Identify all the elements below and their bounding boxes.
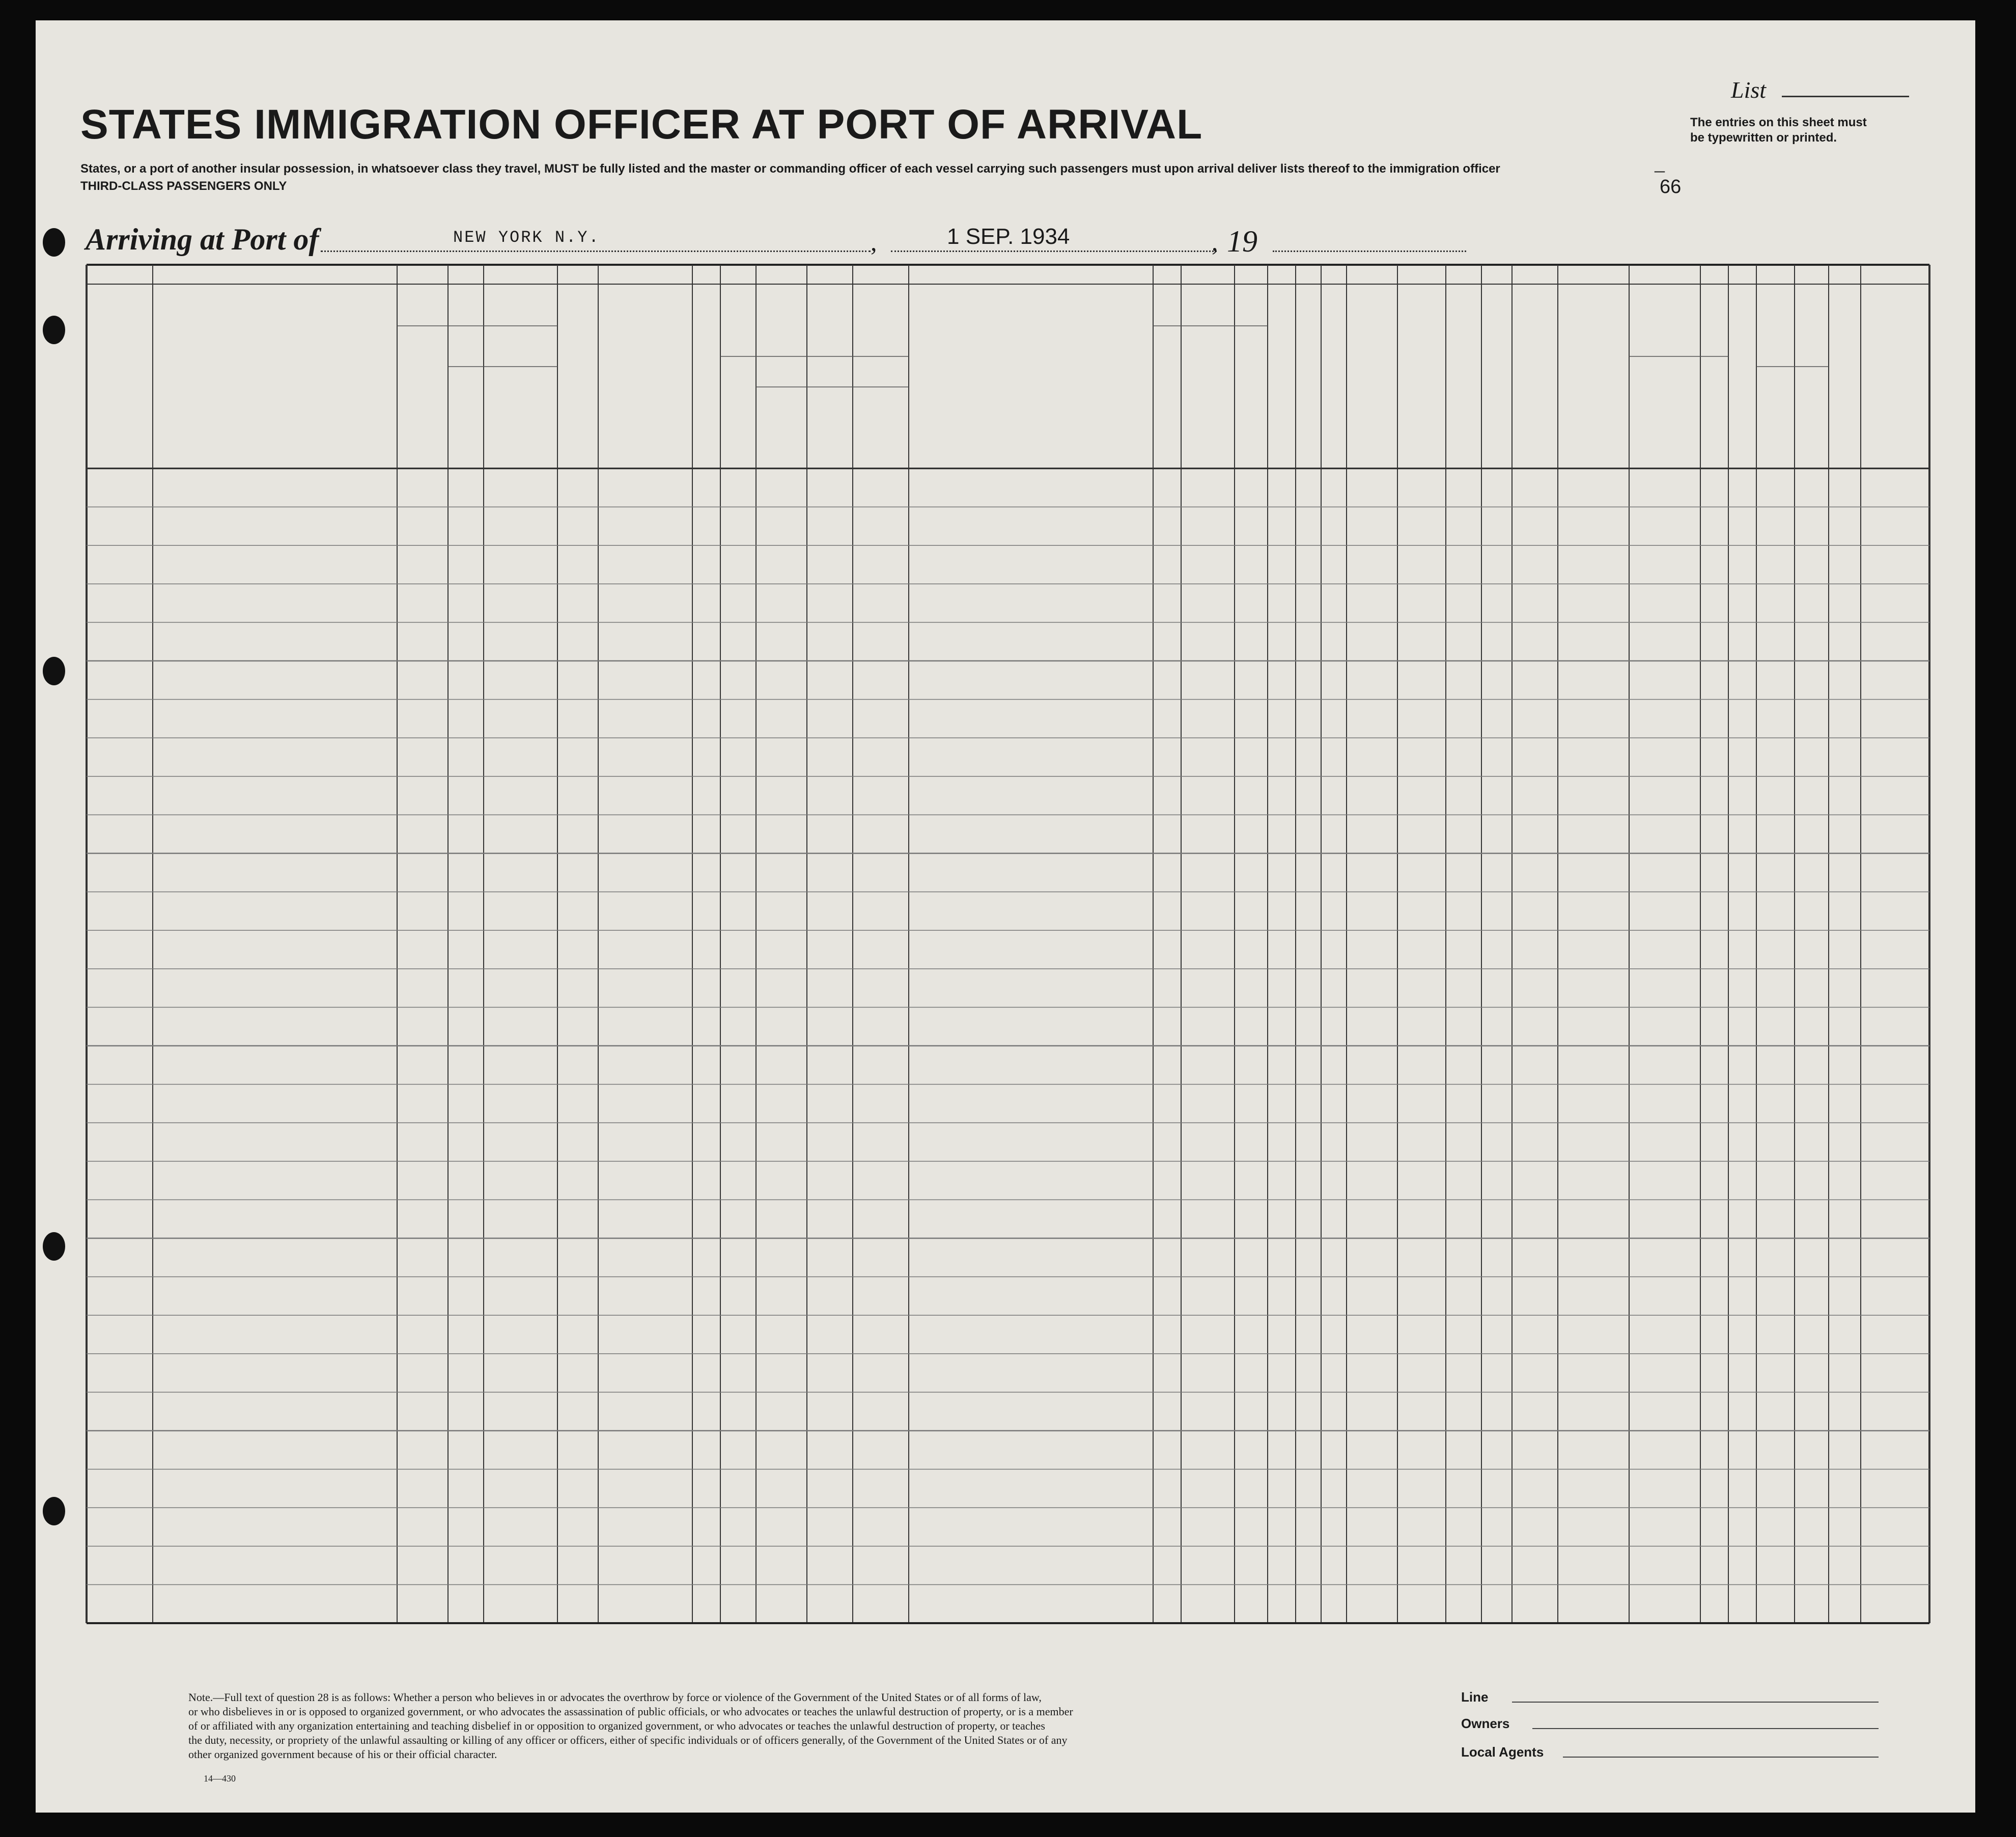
group-color [1756,333,1829,349]
group-in-usa [448,331,557,365]
footer-note: Note.—Full text of question 28 is as follows: Whether a person who believes in or advocates the overthrow by force or violence of the Government of the United States or of all forms of law, or who disbelieves in or is opposed to organized government, or who advocates the assassination of public officials, or who advocates or teaches the unlawful destruction of property, or is a member of or affiliated with any organization entertaining and teaching disbelief in or opposition to organized government, or who advocates or teaches the unlawful destruction of property, or teaches the duty, necessity, or propriety of the unlawful assaulting or killing of any officer or officers, either of specific individuals or of officers generally, of the Government of the United States or of any other organized government because of his or their official character. [188,1691,1073,1761]
manifest-sheet [36,20,1975,1813]
column-label [1703,367,1725,464]
instructions-line: States, or a port of another insular possession, in whatsoever class they travel, MUST be fully listed and the master or commanding officer of each vessel carrying such passengers must upon arrival deliver lists thereof to the immigration officer [80,162,1500,176]
arriving-label: Arriving at Port of [86,222,319,256]
owners-rule [1532,1728,1879,1729]
column-label [694,289,718,462]
column-label [1270,289,1294,462]
comma-sep: , [871,228,877,256]
column-label [90,346,150,464]
column-label [759,397,804,464]
column-label [912,346,1150,464]
table-grid [36,20,1975,1813]
column-label [1515,336,1555,464]
column-label [156,346,394,464]
line-rule [1512,1702,1879,1703]
comma-sep: , [1212,228,1218,256]
owners-label: Owners [1461,1716,1510,1731]
agents-rule [1563,1757,1879,1758]
list-label: List [1731,77,1767,103]
year-prefix: 19 [1227,225,1257,258]
class-line: THIRD-CLASS PASSENGERS ONLY [80,179,287,193]
form-title: STATES IMMIGRATION OFFICER AT PORT OF ARRIVAL [80,101,1203,148]
column-label [856,397,906,464]
column-label [1483,289,1510,462]
line-label: Line [1461,1689,1489,1705]
group-purpose [1153,305,1268,326]
column-label [559,289,596,462]
column-label [1632,367,1697,464]
group-ever-before [720,305,909,341]
arrival-date: 1 SEP. 1934 [947,224,1070,249]
form-code: 14—430 [204,1773,236,1784]
group-height [1629,333,1728,349]
sheet-number: 66 [1660,176,1682,198]
column-label [1448,289,1479,462]
group-last-residence [756,341,909,354]
sheet-number-dash: – [1655,158,1665,181]
column-label [1731,336,1753,464]
column-label [1298,289,1319,462]
column-label [1798,377,1826,464]
port-value: NEW YORK N.Y. [453,228,600,247]
column-label [487,377,554,464]
column-label [810,397,850,464]
column-label [723,377,753,464]
group-intended-note [397,319,557,332]
column-label [1759,377,1791,464]
column-label [1399,289,1444,462]
column-label [400,333,445,464]
column-label [1832,367,1858,464]
column-label [451,377,481,464]
column-label [1561,336,1626,464]
column-label [1349,289,1395,462]
typewritten-note: The entries on this sheet must be typewritten or printed. [1690,116,1867,145]
agents-label: Local Agents [1461,1744,1544,1760]
column-label [1323,289,1345,462]
group-passage-note [600,387,690,463]
group-if-yes [756,367,909,382]
